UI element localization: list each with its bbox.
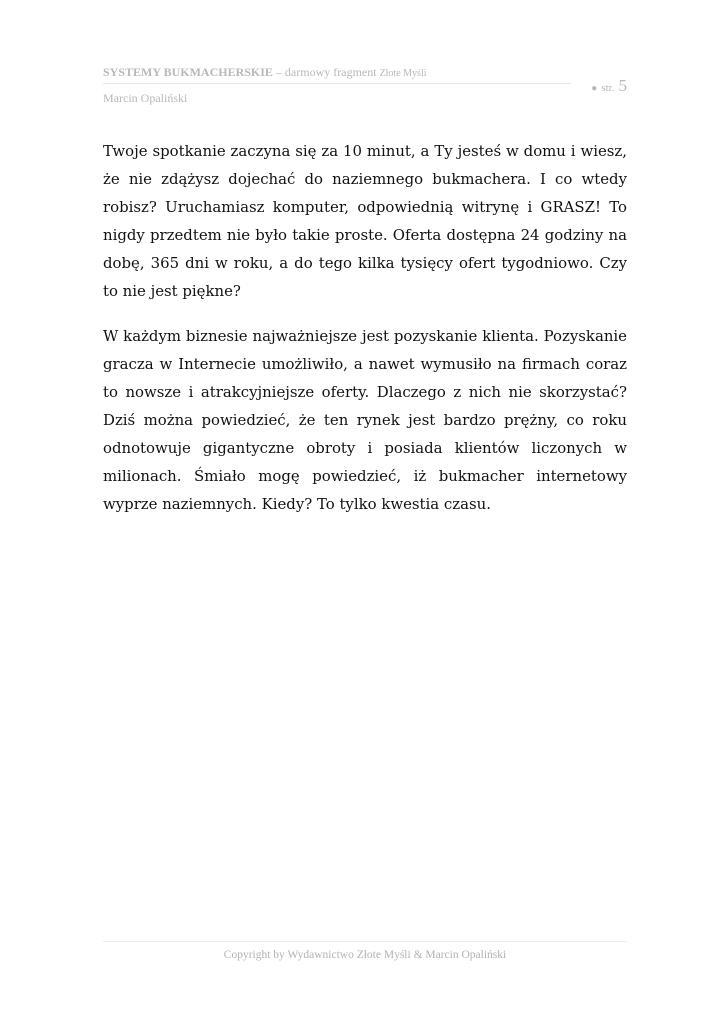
header-title xyxy=(103,64,427,82)
page-label: str. xyxy=(601,82,615,94)
page-header xyxy=(103,64,627,114)
page-number: 5 xyxy=(618,76,627,95)
copyright-footer: Copyright by Wydawnictwo Złote Myśli & Marcin Opaliński xyxy=(223,949,507,961)
document-body xyxy=(103,137,627,534)
paragraph-2: W każdym biznesie najważniejsze jest pozyskanie klienta. Pozyskanie gracza w Internecie umożliwiło, a nawet wymusiło na firmach coraz to nowsze i atrakcyjniejsze oferty. Dlaczego z nich nie skorzystać? Dziś można powiedzieć, że ten rynek jest bardzo prężny, co roku odnotowuje gigantyczne obroty i posiada klientów liczonych w milionach. Śmiało mogę powiedzieć, iż bukmacher internetowy wyprze naziemnych. Kiedy? To tylko kwestia czasu. xyxy=(103,326,627,514)
footer-divider xyxy=(103,941,627,942)
header-divider xyxy=(103,83,571,84)
paragraph-1: Twoje spotkanie zaczyna się za 10 minut, a Ty jesteś w domu i wiesz, że nie zdążysz dojechać do naziemnego bukmachera. I co wtedy robisz? Uruchamiasz komputer, odpowiednią witrynę i GRASZ! To nigdy przedtem nie było takie proste. Oferta dostępna 24 godziny na dobę, 365 dni w roku, a do tego kilka tysięcy ofert tygodniowo. Czy to nie jest piękne? xyxy=(103,142,627,301)
book-title: SYSTEMY BUKMACHERSKIE xyxy=(103,65,273,79)
header-subtitle: – darmowy fragment xyxy=(272,65,380,79)
author-name: Marcin Opaliński xyxy=(103,91,188,105)
bullet-icon: ● xyxy=(591,83,598,94)
publisher-name: Złote Myśli xyxy=(379,68,427,79)
page-number-marker xyxy=(591,78,627,97)
